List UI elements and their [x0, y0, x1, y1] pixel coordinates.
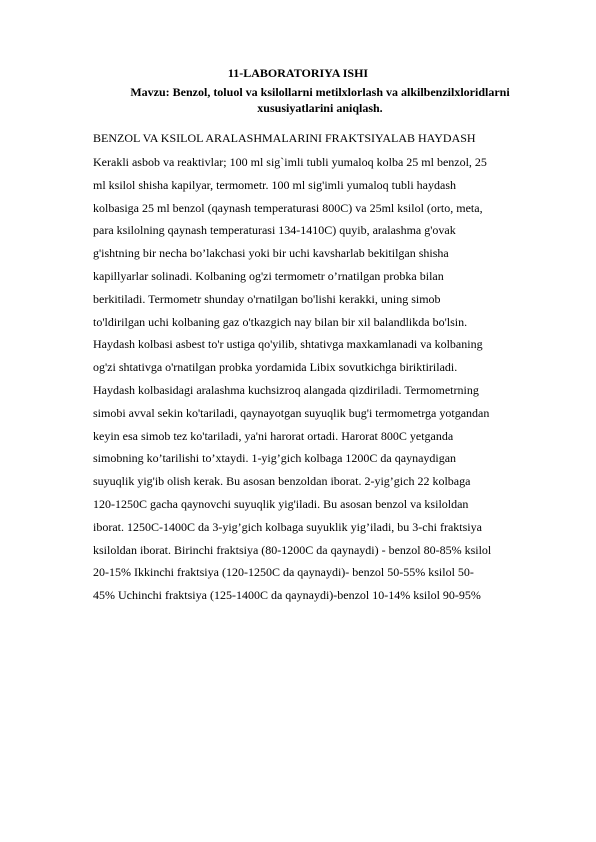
body-line: 45% Uchinchi fraktsiya (125-1400C da qaynaydi)-benzol 10-14% ksilol 90-95% [93, 588, 481, 603]
body-line: berkitiladi. Termometr shunday o'rnatilgan bo'lishi kerakki, uning simob [93, 291, 441, 306]
body-text [93, 151, 513, 607]
body-line: og'zi shtativga o'rnatilgan probka yordamida Libix sovutkichga biriktiriladi. [93, 360, 458, 375]
body-line: kapillyarlar solinadi. Kolbaning og'zi termometr o’rnatilgan probka bilan [93, 268, 444, 283]
body-line: Haydash kolbasidagi aralashma kuchsizroq alangada qizdiriladi. Termometrning [93, 382, 479, 397]
document-title: 11-LABORATORIYA ISHI [227, 66, 369, 80]
body-line: 120-1250C gacha qaynovchi suyuqlik yig'iladi. Bu asosan benzol va ksiloldan [93, 496, 469, 511]
subtitle-line: xususiyatlarini aniqlash. [257, 101, 383, 115]
body-line: simobning ko’tarilishi to’xtaydi. 1-yig’gich kolbaga 1200C da qaynaydigan [93, 451, 457, 466]
body-line: kolbasiga 25 ml benzol (qaynash temperaturasi 800C) va 25ml ksilol (orto, meta, [93, 200, 483, 215]
subtitle-line: Mavzu: Benzol, toluol va ksilollarni metilxlorlash va alkilbenzilxloridlarni [130, 85, 510, 99]
body-line: 20-15% Ikkinchi fraktsiya (120-1250C da qaynaydi)- benzol 50-55% ksilol 50- [93, 565, 474, 580]
body-line: simobi avval sekin ko'tariladi, qaynayotgan suyuqlik bug'i termometrga yotgandan [93, 405, 490, 420]
body-line: iborat. 1250C-1400C da 3-yig’gich kolbaga suyuklik yig’iladi, bu 3-chi fraktsiya [93, 519, 482, 534]
body-line: Kerakli asbob va reaktivlar; 100 ml sig`imli tubli yumaloq kolba 25 ml benzol, 25 [93, 155, 487, 169]
document-subtitle [94, 84, 546, 116]
section-heading: BENZOL VA KSILOL ARALASHMALARINI FRAKTSIYALAB HAYDASH [93, 131, 476, 145]
body-line: suyuqlik yig'ib olish kerak. Bu asosan benzoldan iborat. 2-yig’gich 22 kolbaga [93, 474, 471, 489]
body-line: ksiloldan iborat. Birinchi fraktsiya (80-1200C da qaynaydi) - benzol 80-85% ksilol [93, 542, 492, 557]
body-line: Haydash kolbasi asbest to'r ustiga qo'yilib, shtativga maxkamlanadi va kolbaning [93, 337, 483, 352]
body-line: g'ishtning bir necha bo’lakchasi yoki bir uchi kavsharlab bekitilgan shisha [93, 246, 449, 261]
body-line: keyin esa simob tez ko'tariladi, ya'ni harorat ortadi. Harorat 800C yetganda [93, 428, 454, 443]
body-line: ml ksilol shisha kapilyar, termometr. 100 ml sig'imli yumaloq tubli haydash [93, 177, 456, 192]
body-line: para ksilolning qaynash temperaturasi 134-1410C) quyib, aralashma g'ovak [93, 223, 456, 238]
body-line: to'ldirilgan uchi kolbaning gaz o'tkazgich nay bilan bir xil balandlikda bo'lsin. [93, 314, 468, 329]
